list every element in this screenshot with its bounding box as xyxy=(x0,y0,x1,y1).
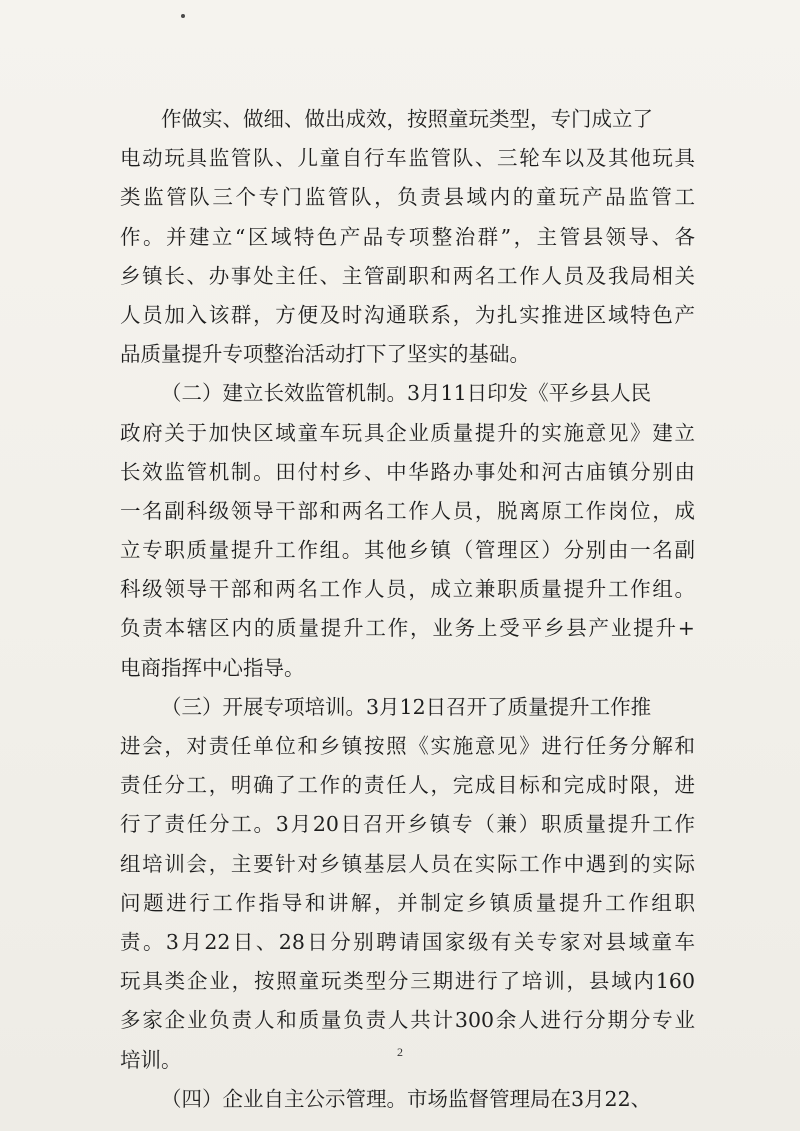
paragraph-line: 人员加入该群，方便及时沟通联系，为扎实推进区域特色产 xyxy=(120,302,695,327)
section-heading-3: （三）开展专项培训。3月12日召开了质量提升工作推 xyxy=(161,694,652,719)
paragraph-line: 培训。 xyxy=(120,1047,182,1072)
paragraph-line: 政府关于加快区域童车玩具企业质量提升的实施意见》建立 xyxy=(120,420,695,445)
paragraph-line: 进会，对责任单位和乡镇按照《实施意见》进行任务分解和 xyxy=(120,734,695,758)
paragraph-line: 责。3月22日、28日分别聘请国家级有关专家对县域童车 xyxy=(120,929,695,954)
paragraph-line: 品质量提升专项整治活动打下了坚实的基础。 xyxy=(120,342,530,367)
paragraph-line: 作。并建立“区域特色产品专项整治群”，主管县领导、各 xyxy=(120,224,695,249)
paragraph-line: 负责本辖区内的质量提升工作，业务上受平乡县产业提升+ xyxy=(120,616,695,641)
paragraph-line: 电动玩具监管队、儿童自行车监管队、三轮车以及其他玩具 xyxy=(120,146,695,171)
paragraph-line: 乡镇长、办事处主任、主管副职和两名工作人员及我局相关 xyxy=(120,263,695,288)
paragraph-line: 组培训会，主要针对乡镇基层人员在实际工作中遇到的实际 xyxy=(120,851,695,876)
paragraph-line: 类监管队三个专门监管队，负责县域内的童玩产品监管工 xyxy=(120,185,695,210)
paragraph-line: 电商指挥中心指导。 xyxy=(120,655,305,680)
paragraph-line: 科级领导干部和两名工作人员，成立兼职质量提升工作组。 xyxy=(120,577,695,602)
paragraph-line: 多家企业负责人和质量负责人共计300余人进行分期分专业 xyxy=(120,1008,695,1033)
paragraph-line: 作做实、做细、做出成效，按照童玩类型，专门成立了 xyxy=(161,107,653,131)
paragraph-line: 一名副科级领导干部和两名工作人员，脱离原工作岗位，成 xyxy=(120,498,695,523)
section-heading-2: （二）建立长效监管机制。3月11日印发《平乡县人民 xyxy=(161,381,652,406)
paragraph-line: 立专职质量提升工作组。其他乡镇（管理区）分别由一名副 xyxy=(120,538,695,563)
page-number: 2 xyxy=(397,1045,403,1059)
paragraph-line: 责任分工，明确了工作的责任人，完成目标和完成时限，进 xyxy=(120,773,695,798)
paragraph-line: 长效监管机制。田付村乡、中华路办事处和河古庙镇分别由 xyxy=(120,459,695,484)
section-heading-4: （四）企业自主公示管理。市场监督管理局在3月22、 xyxy=(161,1086,652,1111)
body-text xyxy=(120,100,695,1119)
paragraph-line: 玩具类企业，按照童玩类型分三期进行了培训，县域内160 xyxy=(120,969,695,994)
scan-speck xyxy=(181,14,185,18)
paragraph-line: 行了责任分工。3月20日召开乡镇专（兼）职质量提升工作 xyxy=(120,812,695,837)
paragraph-line: 问题进行工作指导和讲解，并制定乡镇质量提升工作组职 xyxy=(120,890,695,915)
